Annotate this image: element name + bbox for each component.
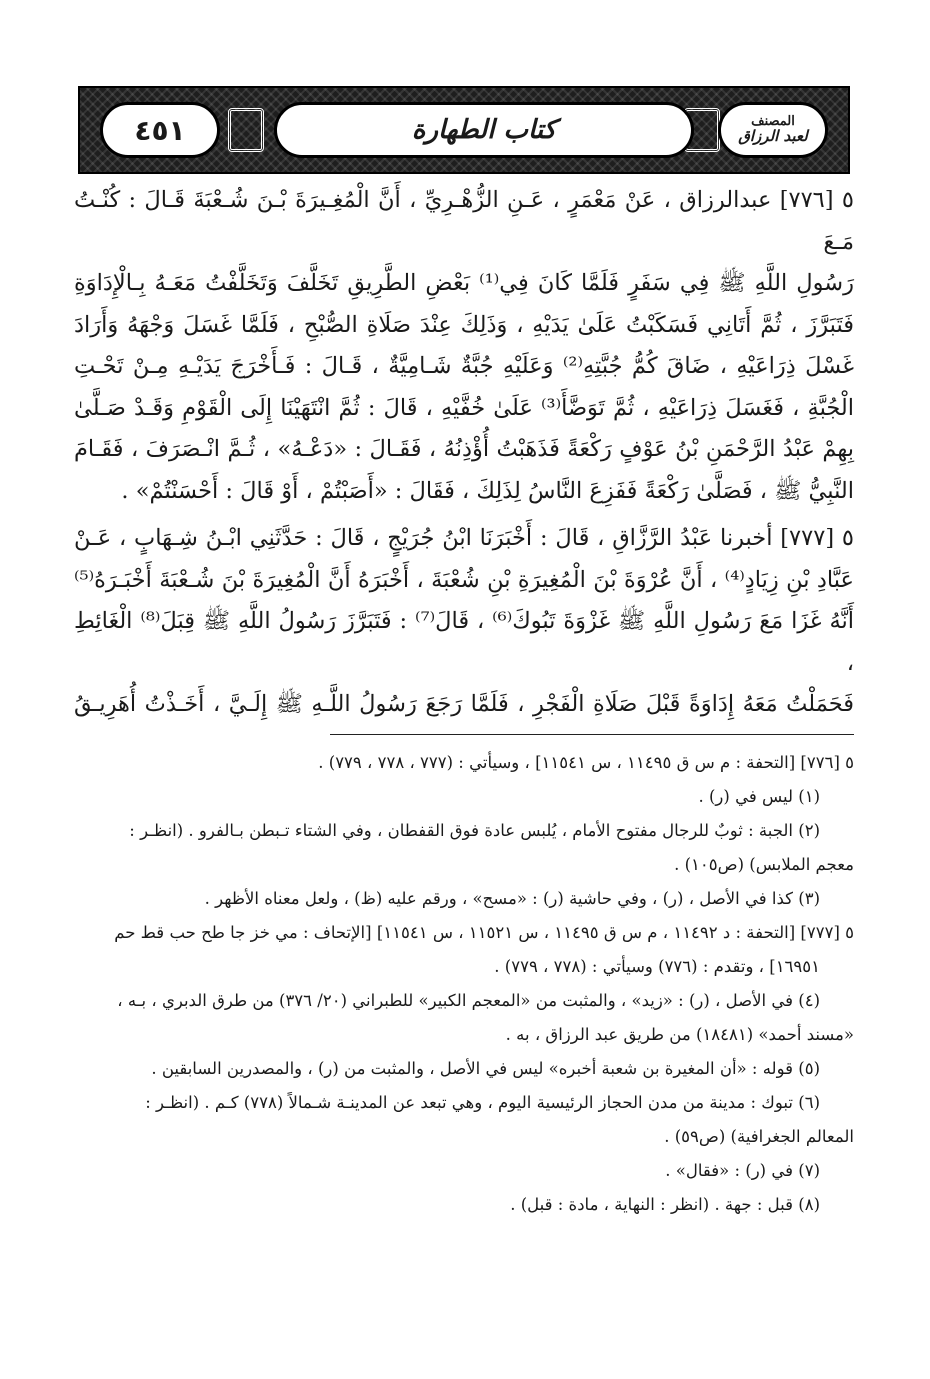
- page-number-cartouche: [100, 102, 220, 158]
- text-line: رَسُولِ اللَّهِ ﷺ فِي سَفَرٍ فَلَمَّا كَانَ فِي⁽¹⁾ بَعْضِ الطَّرِيقِ تَخَلَّفَ وَتَخَلَّفْتُ مَعَـهُ بِـالْإِدَاوَةِ: [74, 270, 854, 296]
- page-header: [78, 86, 850, 174]
- footnote-line: (٦) تبوك : مدينة من مدن الحجاز الرئيسية اليوم ، وهي تبعد عن المدينـة شـمالاً (٧٧٨) كـم . (انظـر :: [145, 1093, 820, 1112]
- book-logo: [718, 102, 828, 158]
- hadith-776: [74, 180, 854, 512]
- book-title-cartouche: [274, 102, 694, 158]
- main-text: [74, 180, 854, 726]
- footnote-line: (٤) في الأصل ، (ر) : «زيد» ، والمثبت من «المعجم الكبير» للطبراني (٢٠/ ٣٧٦) من طرق الدبري ، بـه ،: [117, 991, 820, 1010]
- footnote-line: ١٦٩٥١] ، وتقدم : (٧٧٦) وسيأتي : (٧٧٨ ، ٧٧٩) .: [494, 957, 820, 976]
- book-title: كتاب الطهارة: [411, 115, 557, 145]
- text-line: فَتَبَرَّزَ ، ثُمَّ أَتَانِي فَسَكَبْتُ عَلَىٰ يَدَيْهِ ، وَذَلِكَ عِنْدَ صَلَاةِ الصُّبْحِ ، فَلَمَّا غَسَلَ وَجْهَهُ وَأَرَادَ: [74, 311, 854, 338]
- text-line: بِهِمْ عَبْدُ الرَّحْمَنِ بْنُ عَوْفٍ رَكْعَةً فَذَهَبْتُ أُؤْذِنُهُ ، فَقَـالَ : «دَعْـهُ» ، ثُـمَّ انْـصَرَفَ ، فَقَـامَ: [74, 436, 854, 462]
- footnote-line: (١) ليس في (ر) .: [698, 787, 820, 806]
- text-line: ٥ [٧٧٧] أخبرنا عَبْدُ الرَّزَّاقِ ، قَالَ : أَخْبَرَنَا ابْنُ جُرَيْجٍ ، قَالَ : حَدَّثَنِي ابْـنُ شِـهَابٍ ، عَـنْ: [74, 525, 854, 551]
- text-line: غَسْلَ ذِرَاعَيْهِ ، ضَاقَ كُمُّ جُبَّتِهِ⁽²⁾ وَعَلَيْهِ جُبَّةٌ شَـامِيَّةٌ ، قَـالَ : فَـأَخْرَجَ يَدَيْـهِ مِـنْ تَحْـتِ: [74, 353, 854, 379]
- logo-stamp: [738, 115, 808, 144]
- text-line: ٥ [٧٧٦] عبدالرزاق ، عَنْ مَعْمَرٍ ، عَـنِ الزُّهْـرِيِّ ، أَنَّ الْمُغِـيرَةَ بْـنَ شُـعْبَةَ قَـالَ : كُنْـتُ مَـعَ: [74, 187, 854, 255]
- footnote-line: (٨) قبل : جهة . (انظر : النهاية ، مادة : قبل) .: [510, 1195, 820, 1214]
- ornament-knot-icon: [228, 108, 264, 152]
- text-line: عَبَّادِ بْنِ زِيَادٍ⁽⁴⁾ ، أَنَّ عُرْوَةَ بْنَ الْمُغِيرَةِ بْنِ شُعْبَةَ ، أَخْبَرَهُ أَنَّ الْمُغِيرَةَ بْنَ شُـعْبَةَ أَخْبَـرَهُ⁽⁵⁾: [74, 566, 854, 593]
- footnote-line: (٢) الجبة : ثوبٌ للرجال مفتوح الأمام ، يُلبس عادة فوق القفطان ، وفي الشتاء تـبطن بـالفرو . (انظـر :: [129, 821, 820, 840]
- footnote-line: (٣) كذا في الأصل ، (ر) ، وفي حاشية (ر) : «مسح» ، ورقم عليه (ظ) ، ولعل معناه الأظهر .: [204, 889, 820, 908]
- footnote-line: (٥) قوله : «أن المغيرة بن شعبة أخبره» ليس في الأصل ، والمثبت من (ر) ، والمصدرين السابقين .: [151, 1059, 820, 1078]
- footnote-line: (٧) في (ر) : «فقال» .: [665, 1161, 820, 1180]
- footnotes: [74, 746, 854, 1222]
- text-line: النَّبِيُّ ﷺ ، فَصَلَّىٰ رَكْعَةً فَفَزِعَ النَّاسُ لِذَلِكَ ، فَقَالَ : «أَصَبْتُمْ ، أَوْ قَالَ : أَحْسَنْتُمْ» .: [121, 477, 854, 504]
- text-line: أَنَّهُ غَزَا مَعَ رَسُولِ اللَّهِ ﷺ غَزْوَةَ تَبُوكَ⁽⁶⁾ ، قَالَ⁽⁷⁾ : فَتَبَرَّزَ رَسُولُ اللَّهِ ﷺ قِبَلَ⁽⁸⁾ الْغَائِطِ ،: [74, 608, 855, 676]
- footnote-line: معجم الملابس) (ص١٠٥) .: [674, 855, 854, 874]
- logo-line: لعبد الرزاق: [738, 126, 808, 145]
- text-line: فَحَمَلْتُ مَعَهُ إِدَاوَةً قَبْلَ صَلَاةِ الْفَجْرِ ، فَلَمَّا رَجَعَ رَسُولُ اللَّـهِ ﷺ إِلَـيَّ ، أَخَـذْتُ أُهَرِيـقُ: [74, 691, 854, 717]
- logo-line: المصنف: [751, 114, 795, 130]
- footnote-line: ٥ [٧٧٦] [التحفة : م س ق ١١٤٩٥ ، س ١١٥٤١] ، وسيأتي : (٧٧٧ ، ٧٧٨ ، ٧٧٩) .: [318, 753, 854, 772]
- footnote-line: «مسند أحمد» (١٨٤٨١) من طريق عبد الرزاق ، به .: [505, 1025, 854, 1044]
- footnote-line: المعالم الجغرافية) (ص٥٩) .: [664, 1127, 854, 1146]
- text-line: الْجُبَّةِ ، فَغَسَلَ ذِرَاعَيْهِ ، ثُمَّ تَوَضَّأَ⁽³⁾ عَلَىٰ خُفَّيْهِ ، قَالَ : ثُمَّ انْتَهَيْنَا إِلَى الْقَوْمِ وَقَـدْ صَـلَّىٰ: [74, 394, 854, 421]
- hadith-777: [74, 518, 854, 726]
- page-number: ٤٥١: [134, 113, 186, 147]
- footnote-divider: [330, 734, 854, 735]
- footnote-line: ٥ [٧٧٧] [التحفة : د ١١٤٩٢ ، م س ق ١١٤٩٥ ، س ١١٥٢١ ، س ١١٥٤١] [الإتحاف : مي خز جا طح حب قط حم: [114, 923, 854, 942]
